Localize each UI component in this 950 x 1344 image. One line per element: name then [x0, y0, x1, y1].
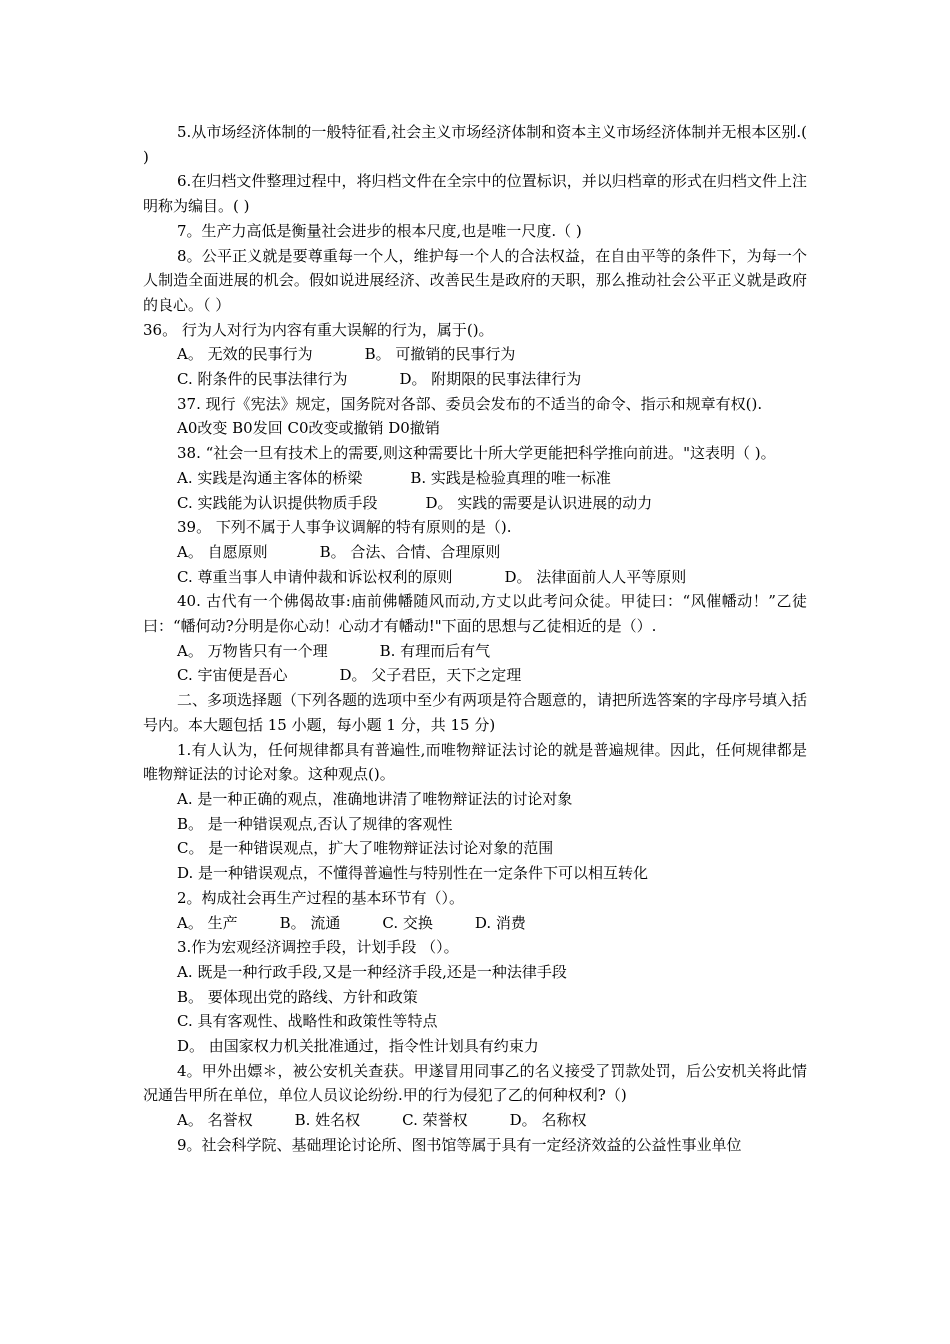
option-d: D. 消费 — [474, 913, 526, 932]
multi-question-2: 2。构成社会再生产过程的基本环节有（）。 — [177, 888, 465, 907]
option-a: A。 无效的民事行为 — [177, 345, 313, 364]
option-a: A。 名誉权 — [177, 1111, 253, 1130]
option-b: B. 实践是检验真理的唯一标准 — [410, 468, 611, 487]
multi-question-4: 4。甲外出嫖＊，被公安机关查获。甲遂冒用同事乙的名义接受了罚款处罚，后公安机关将此情况通告甲所在单位，单位人员议论纷纷.甲的行为侵犯了乙的何种权利?（) — [143, 1061, 807, 1105]
option-a: A. 是一种正确的观点，准确地讲清了唯物辩证法的讨论对象 — [177, 789, 573, 808]
option-b: B。 是一种错误观点,否认了规律的客观性 — [177, 814, 453, 833]
option-d: D. 是一种错误观点，不懂得普遍性与特别性在一定条件下可以相互转化 — [177, 864, 649, 883]
option-a: A. 实践是沟通主客体的桥梁 — [177, 468, 363, 487]
option-b: B。 可撤销的民事行为 — [364, 345, 516, 364]
question-36: 36。 行为人对行为内容有重大误解的行为，属于()。 — [143, 320, 494, 339]
question-39: 39。 下列不属于人事争议调解的特有原则的是（). — [177, 518, 512, 537]
option-c: C. 具有客观性、战略性和政策性等特点 — [177, 1012, 438, 1031]
option-d: D。 附期限的民事法律行为 — [399, 370, 582, 389]
option-c: C. 宇宙便是吾心 — [177, 666, 288, 685]
multi-question-2-options — [143, 911, 807, 936]
option-d: D。 名称权 — [509, 1111, 587, 1130]
option-c: C. 附条件的民事法律行为 — [177, 370, 348, 389]
section-2-heading: 二、多项选择题（下列各题的选项中至少有两项是符合题意的，请把所选答案的字母序号填入括号内。本大题包括 15 小题，每小题 1 分，共 15 分) — [143, 691, 808, 734]
question-38-options-row-1 — [143, 466, 807, 491]
question-38: 38. “社会一旦有技术上的需要,则这种需要比十所大学更能把科学推向前进。"这表明（ )。 — [177, 444, 776, 463]
question-8: 8。公平正义就是要尊重每一个人，维护每一个人的合法权益，在自由平等的条件下，为每一个人制造全面进展的机会。假如说进展经济、改善民生是政府的天职，那么推动社会公平正义就是政府的良心。（ ） — [143, 246, 807, 314]
question-7: 7。生产力高低是衡量社会进步的根本尺度,也是唯一尺度.（ ) — [177, 221, 582, 240]
option-a: A。 自愿原则 — [177, 542, 268, 561]
option-a: A. 既是一种行政手段,又是一种经济手段,还是一种法律手段 — [177, 962, 567, 981]
option-c: C。 是一种错误观点，扩大了唯物辩证法讨论对象的范围 — [177, 839, 554, 858]
option-b: B. 姓名权 — [294, 1111, 361, 1130]
question-39-options-row-2 — [143, 565, 807, 590]
question-38-options-row-2 — [143, 491, 807, 516]
option-c: C. 交换 — [382, 913, 433, 932]
document-page — [143, 120, 807, 1158]
question-40-options-row-1 — [143, 639, 807, 664]
option-c: C. 实践能为认识提供物质手段 — [177, 493, 378, 512]
question-5: 5.从市场经济体制的一般特征看,社会主义市场经济体制和资本主义市场经济体制并无根本区别.( ) — [143, 123, 807, 166]
option-d: D。 父子君臣，天下之定理 — [339, 666, 522, 685]
question-39-options-row-1 — [143, 540, 807, 565]
question-36-options-row-1 — [143, 342, 807, 367]
question-37: 37. 现行《宪法》规定，国务院对各部、委员会发布的不适当的命令、指示和规章有权(). — [177, 394, 763, 413]
multi-question-9: 9。社会科学院、基础理论讨论所、图书馆等属于具有一定经济效益的公益性事业单位 — [177, 1135, 742, 1154]
option-b: B。 要体现出党的路线、方针和政策 — [177, 987, 418, 1006]
question-6: 6.在归档文件整理过程中，将归档文件在全宗中的位置标识，并以归档章的形式在归档文件上注明称为编目。( ) — [143, 172, 807, 216]
multi-question-1: 1.有人认为，任何规律都具有普遍性,而唯物辩证法讨论的就是普遍规律。因此，任何规律都是唯物辩证法的讨论对象。这种观点()。 — [143, 740, 807, 784]
option-d: D。 由国家权力机关批准通过，指令性计划具有约束力 — [177, 1037, 539, 1056]
question-40: 40. 古代有一个佛偈故事:庙前佛幡随风而动,方丈以此考问众徒。甲徒曰：“风催幡动！”乙徒曰：“幡何动?分明是你心动！心动才有幡动!"下面的思想与乙徒相近的是（）. — [143, 592, 807, 636]
option-a: A。 万物皆只有一个理 — [177, 641, 328, 660]
multi-question-4-options — [143, 1108, 807, 1133]
question-36-options-row-2 — [143, 367, 807, 392]
option-d: D。 实践的需要是认识进展的动力 — [425, 493, 653, 512]
question-37-options: A0改变 B0发回 C0改变或撤销 D0撤销 — [177, 419, 440, 438]
option-b: B。 流通 — [279, 913, 341, 932]
option-c: C. 荣誉权 — [402, 1111, 468, 1130]
multi-question-3: 3.作为宏观经济调控手段，计划手段 （）。 — [177, 938, 459, 957]
option-b: B. 有理而后有气 — [379, 641, 491, 660]
option-d: D。 法律面前人人平等原则 — [504, 567, 687, 586]
option-a: A。 生产 — [177, 913, 238, 932]
option-c: C. 尊重当事人申请仲裁和诉讼权利的原则 — [177, 567, 453, 586]
question-40-options-row-2 — [143, 663, 807, 688]
option-b: B。 合法、合情、合理原则 — [319, 542, 501, 561]
